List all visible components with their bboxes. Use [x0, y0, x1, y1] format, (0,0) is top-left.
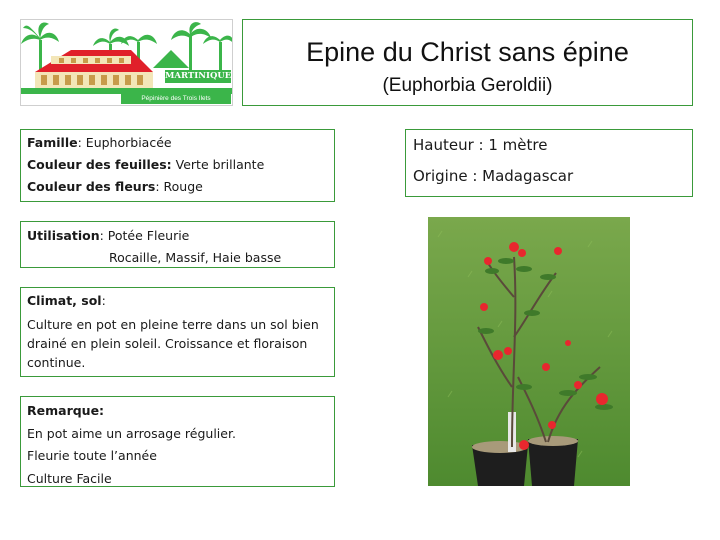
climate-colon: :: [101, 293, 106, 308]
flower-color-row: [27, 178, 334, 200]
usage-label: Utilisation: [27, 228, 100, 243]
height-text: Hauteur : 1 mètre: [413, 136, 548, 154]
climate-card: [20, 287, 335, 377]
usage-line-1: : Potée Fleurie: [99, 228, 190, 243]
remark-card: [20, 396, 335, 487]
height-origin-box: [405, 129, 693, 197]
leaf-color-label: Couleur des feuilles:: [27, 157, 172, 172]
plant-latin-name: (Euphorbia Geroldii): [382, 75, 553, 96]
famille-label: Famille: [27, 135, 78, 150]
remark-line: En pot aime un arrosage régulier.: [27, 425, 236, 441]
usage-row: [27, 226, 334, 248]
usage-card: [20, 221, 335, 268]
plant-photo: [428, 217, 630, 486]
leaf-color-value: Verte brillante: [171, 157, 265, 172]
famille-value: : Euphorbiacée: [77, 135, 172, 150]
plant-illustration: [428, 217, 630, 486]
usage-line-2: Rocaille, Massif, Haie basse: [109, 250, 282, 265]
characteristics-card: [20, 129, 335, 202]
leaf-color-row: [27, 156, 334, 178]
climate-heading: [27, 292, 334, 312]
remark-line: Culture Facile: [27, 470, 112, 486]
climate-label: Climat, sol: [27, 293, 102, 308]
logo-subtitle: Pépinière des Trois Ilets: [141, 95, 211, 102]
remark-heading: [27, 401, 334, 424]
remark-line: Fleurie toute l’année: [27, 448, 157, 463]
plant-common-name: Epine du Christ sans épine: [306, 37, 629, 67]
flower-color-label: Couleur des fleurs: [27, 179, 156, 194]
remark-label: Remarque:: [27, 403, 105, 418]
logo-name: MARTINIQUE: [165, 71, 232, 81]
flower-color-value: : Rouge: [155, 179, 203, 194]
climate-text: Culture en pot en pleine terre dans un sol bien drainé en plein soleil. Croissance et floraison continue.: [27, 317, 319, 370]
title-box: [242, 19, 693, 106]
famille-row: [27, 134, 334, 156]
nursery-logo: [20, 19, 233, 106]
origin-text: Origine : Madagascar: [413, 167, 574, 185]
